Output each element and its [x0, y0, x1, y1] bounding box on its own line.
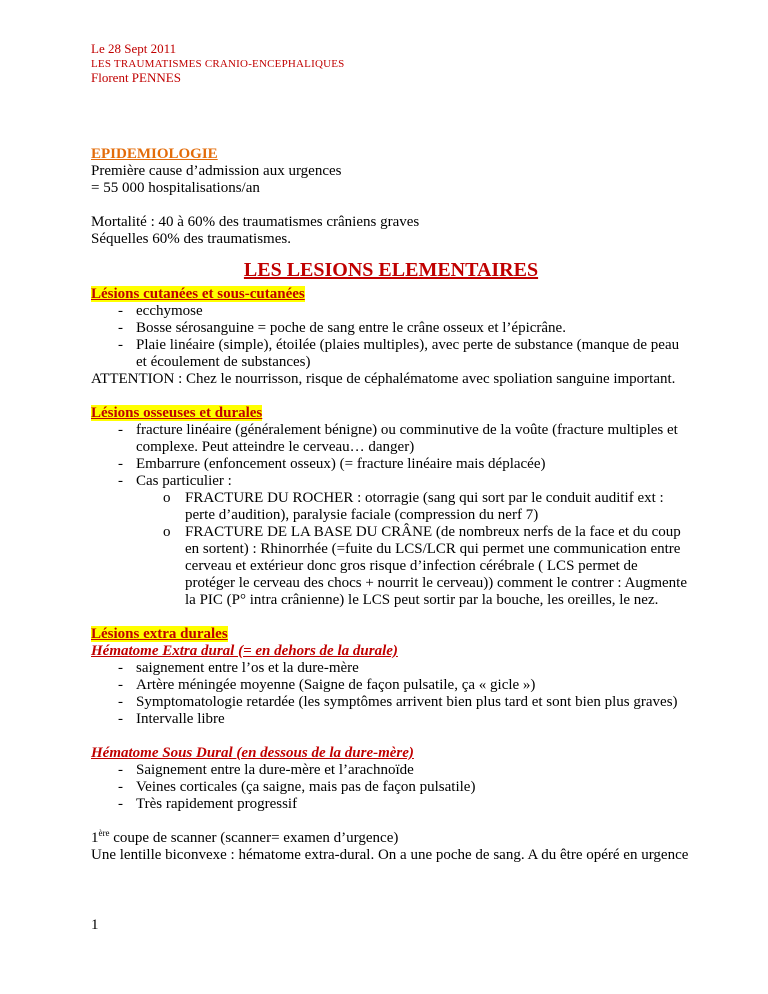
list-item: - saignement entre l’os et la dure-mère	[91, 660, 691, 677]
section-title-cutaneous: Lésions cutanées et sous-cutanées	[91, 286, 305, 302]
list-item: - Très rapidement progressif	[91, 796, 691, 813]
epidemiology-line: Mortalité : 40 à 60% des traumatismes crâniens graves	[91, 214, 420, 230]
cutaneous-list	[91, 303, 691, 371]
header-author: Florent PENNES	[91, 70, 181, 85]
scanner-description: Une lentille biconvexe : hématome extra-dural. On a une poche de sang. A du être opéré en urgence	[91, 847, 689, 863]
list-item: - Symptomatologie retardée (les symptômes arrivent bien plus tard et sont bien plus graves)	[91, 694, 691, 711]
list-item: - ecchymose	[91, 303, 691, 320]
list-item: - Saignement entre la dure-mère et l’arachnoïde	[91, 762, 691, 779]
epidemiology-line: Première cause d’admission aux urgences	[91, 163, 342, 179]
hematoma-extradural-list	[91, 660, 691, 728]
scanner-line	[91, 830, 691, 847]
page-number: 1	[91, 917, 99, 933]
sublist-item: o FRACTURE DU ROCHER : otorragie (sang qui sort par le conduit auditif ext : perte d’audition), paralysie faciale (compression du nerf 7)	[91, 490, 691, 524]
hematoma-extradural-title: Hématome Extra dural (= en dehors de la durale)	[91, 643, 398, 659]
list-item: - Embarrure (enfoncement osseux) (= fracture linéaire mais déplacée)	[91, 456, 691, 473]
sublist-item: o FRACTURE DE LA BASE DU CRÂNE (de nombreux nerfs de la face et du coup en sortent) : Rhinorrhée (=fuite du LCS/LCR qui permet une communication entre cerveau et extérieur donc gros risque d’infection cérébrale ( LCS permet de protéger le cerveau des chocs + nourrit le cerveau)) comment le contrer : Augmente la PIC (P° intra crânienne) le LCS peut sortir par la bouche, les oreilles, le nez.	[91, 524, 691, 609]
section-title-bone: Lésions osseuses et durales	[91, 405, 263, 421]
bone-list	[91, 422, 691, 609]
scanner-text: coupe de scanner (scanner= examen d’urgence)	[109, 830, 399, 846]
list-item: - Plaie linéaire (simple), étoilée (plaies multiples), avec perte de substance (manque de peau et écoulement de substances)	[91, 337, 691, 371]
main-title: LES LESIONS ELEMENTAIRES	[243, 259, 539, 281]
header-topic: LES TRAUMATISMES CRANIO-ENCEPHALIQUES	[91, 58, 345, 70]
list-item	[91, 473, 691, 609]
bone-sublist	[136, 490, 691, 609]
hematoma-subdural-list	[91, 762, 691, 813]
list-item-label: Cas particulier :	[136, 473, 232, 489]
epidemiology-line: Séquelles 60% des traumatismes.	[91, 231, 291, 247]
list-item: - fracture linéaire (généralement bénigne) ou comminutive de la voûte (fracture multiples et complexe. Peut atteindre le cerveau… danger)	[91, 422, 691, 456]
scanner-superscript: ère	[98, 828, 110, 838]
list-item: - Veines corticales (ça saigne, mais pas de façon pulsatile)	[91, 779, 691, 796]
scanner-number: 1	[91, 830, 99, 846]
section-title-extradural: Lésions extra durales	[91, 626, 228, 642]
hematoma-subdural-title: Hématome Sous Dural (en dessous de la dure-mère)	[91, 745, 414, 761]
cutaneous-note: ATTENTION : Chez le nourrisson, risque de céphalématome avec spoliation sanguine important.	[91, 371, 676, 387]
epidemiology-title: EPIDEMIOLOGIE	[91, 146, 218, 162]
list-item: - Artère méningée moyenne (Saigne de façon pulsatile, ça « gicle »)	[91, 677, 691, 694]
list-item: - Bosse sérosanguine = poche de sang entre le crâne osseux et l’épicrâne.	[91, 320, 691, 337]
epidemiology-line: = 55 000 hospitalisations/an	[91, 180, 260, 196]
document-body	[91, 146, 691, 864]
list-item: - Intervalle libre	[91, 711, 691, 728]
header-date: Le 28 Sept 2011	[91, 41, 177, 56]
